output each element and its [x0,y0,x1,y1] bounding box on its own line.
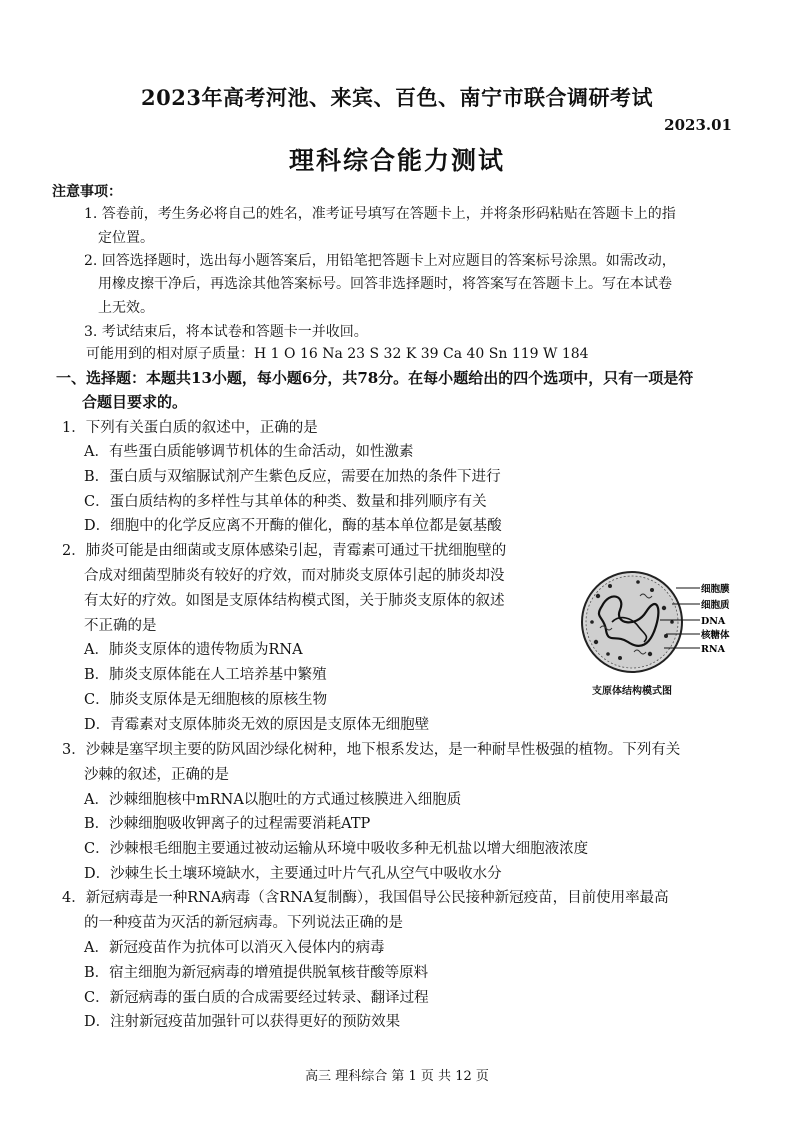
question-option: A．新冠疫苗作为抗体可以消灭入侵体内的病毒 [84,940,385,956]
question-option: D．青霉素对支原体肺炎无效的原因是支原体无细胞壁 [84,717,430,733]
question-option: B．沙棘细胞吸收钾离子的过程需要消耗ATP [84,816,371,832]
question-option: D．沙棘生长土壤环境缺水，主要通过叶片气孔从空气中吸收水分 [84,866,502,882]
notice-line: 1. 答卷前，考生务必将自己的姓名，准考证号填写在答题卡上，并将条形码粘贴在答题卡上的指 [84,206,676,222]
notice-line: 2. 回答选择题时，选出每小题答案后，用铅笔把答题卡上对应题目的答案标号涂黑。如需改动， [84,253,676,269]
question-option: B．宿主细胞为新冠病毒的增殖提供脱氧核苷酸等原料 [84,965,429,981]
question-stem: 合成对细菌型肺炎有较好的疗效，而对肺炎支原体引起的肺炎却没 [84,568,505,584]
figure-label: RNA [701,644,725,655]
notice-line: 上无效。 [98,300,154,316]
mycoplasma-diagram [580,566,780,678]
question-stem: 2．肺炎可能是由细菌或支原体感染引起，青霉素可通过干扰细胞壁的 [62,543,507,559]
exam-date: 2023.01 [664,116,732,134]
question-option: A．沙棘细胞核中mRNA以胞吐的方式通过核膜进入细胞质 [84,792,462,808]
notice-line: 定位置。 [98,230,154,246]
question-stem: 3．沙棘是塞罕坝主要的防风固沙绿化树种，地下根系发达，是一种耐旱性极强的植物。下列有关 [62,742,681,758]
section-heading-cont: 合题目要求的。 [82,393,188,411]
question-option: B．肺炎支原体能在人工培养基中繁殖 [84,667,327,683]
question-stem: 沙棘的叙述，正确的是 [84,767,229,783]
exam-subtitle: 理科综合能力测试 [288,146,505,175]
question-stem: 1．下列有关蛋白质的叙述中，正确的是 [62,420,318,436]
question-stem: 4．新冠病毒是一种RNA病毒（含RNA复制酶），我国倡导公民接种新冠疫苗，目前使用率最高 [62,890,669,906]
figure-label: 细胞膜 [701,584,730,595]
question-option: C．新冠病毒的蛋白质的合成需要经过转录、翻译过程 [84,990,429,1006]
notice-line: 用橡皮擦干净后，再选涂其他答案标号。回答非选择题时，将答案写在答题卡上。写在本试卷 [98,276,672,292]
figure-label: 细胞质 [701,600,730,611]
figure-label: DNA [701,616,726,627]
question-option: D．注射新冠疫苗加强针可以获得更好的预防效果 [84,1014,401,1030]
atomic-masses: 可能用到的相对原子质量：H 1 O 16 Na 23 S 32 K 39 Ca 40 Sn 119 W 184 [86,346,589,362]
notice-heading: 注意事项： [52,184,122,200]
question-option: B．蛋白质与双缩脲试剂产生紫色反应，需要在加热的条件下进行 [84,469,501,485]
notice-line: 3. 考试结束后，将本试卷和答题卡一并收回。 [84,324,368,340]
figure-label: 核糖体 [701,630,730,641]
figure-caption: 支原体结构模式图 [592,686,672,697]
question-option: D．细胞中的化学反应离不开酶的催化，酶的基本单位都是氨基酸 [84,518,502,534]
exam-title: 2023年高考河池、来宾、百色、南宁市联合调研考试 [141,85,653,110]
question-stem: 不正确的是 [84,618,157,634]
question-option: C．蛋白质结构的多样性与其单体的种类、数量和排列顺序有关 [84,494,487,510]
page-footer: 高三 理科综合 第 1 页 共 12 页 [305,1069,489,1084]
section-heading: 一、选择题：本题共13小题，每小题6分，共78分。在每小题给出的四个选项中，只有一项是符 [56,369,694,387]
question-stem: 的一种疫苗为灭活的新冠病毒。下列说法正确的是 [84,915,403,931]
question-option: A．肺炎支原体的遗传物质为RNA [84,642,303,658]
question-option: C．沙棘根毛细胞主要通过被动运输从环境中吸收多种无机盐以增大细胞液浓度 [84,841,589,857]
question-stem: 有太好的疗效。如图是支原体结构模式图，关于肺炎支原体的叙述 [84,593,505,609]
question-option: C．肺炎支原体是无细胞核的原核生物 [84,692,328,708]
question-option: A．有些蛋白质能够调节机体的生命活动，如性激素 [84,444,414,460]
